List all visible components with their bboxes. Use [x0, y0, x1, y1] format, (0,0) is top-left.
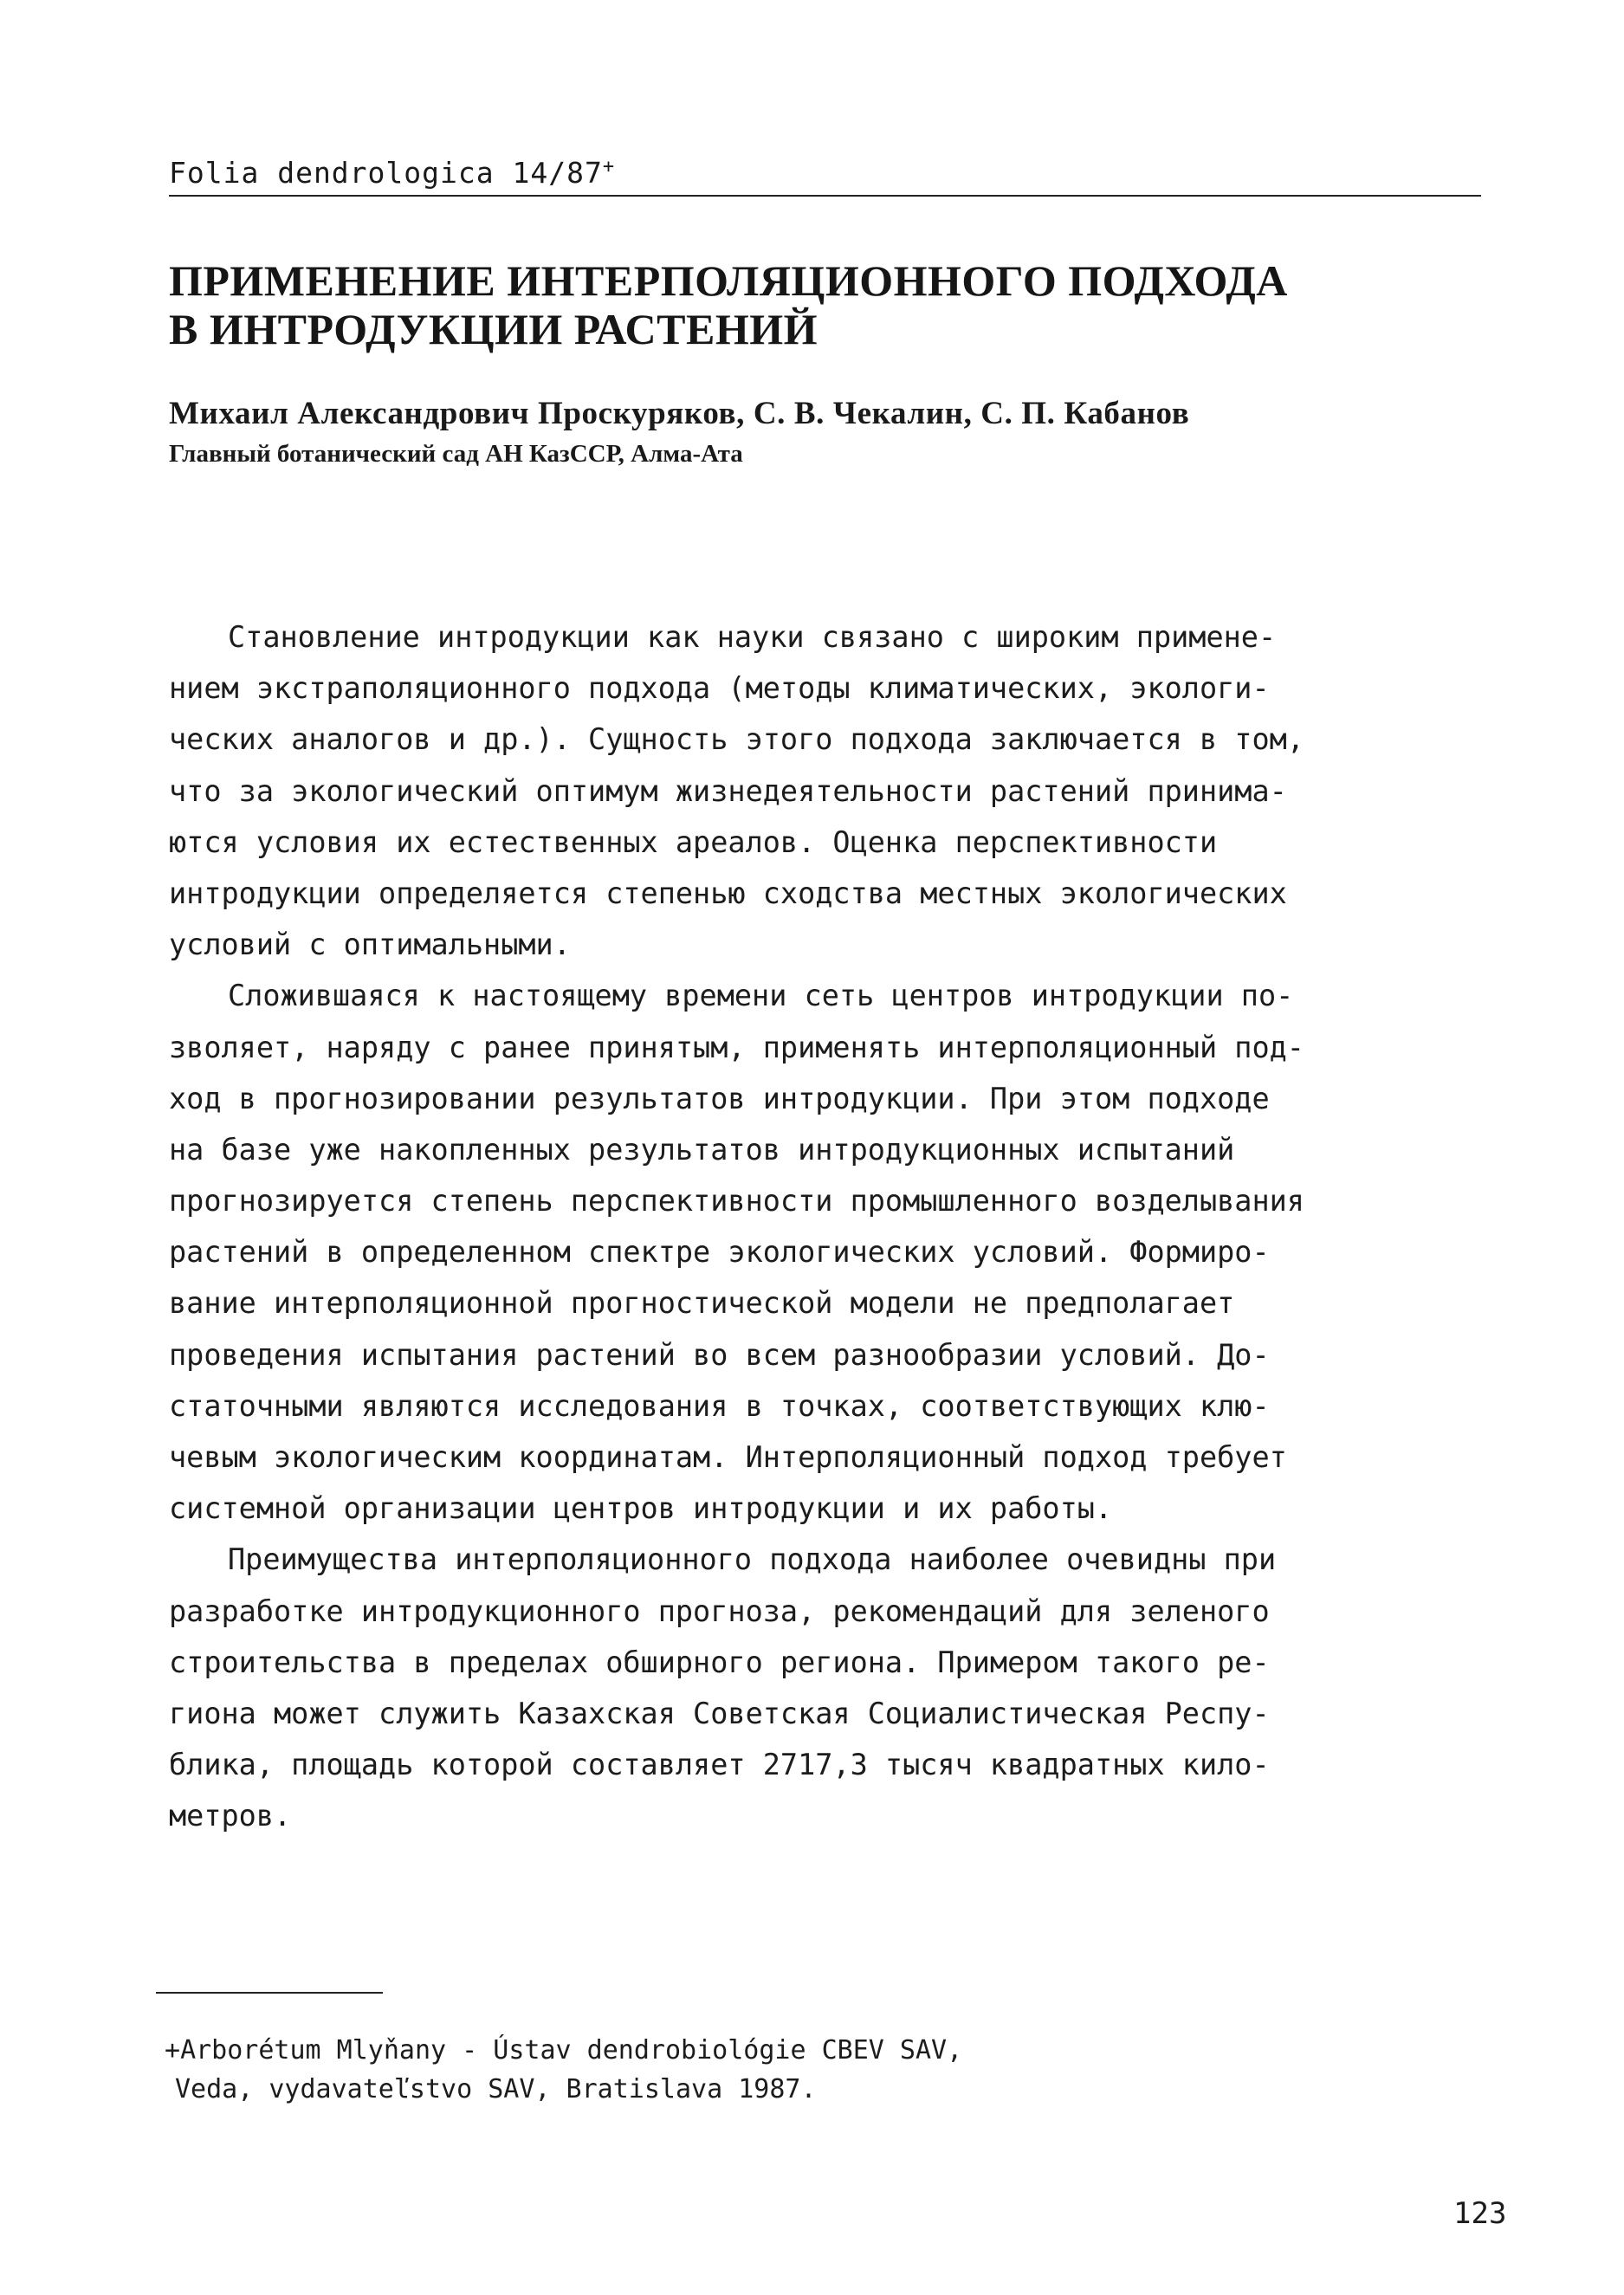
text-line: ческих аналогов и др.). Сущность этого подхода заключается в том,	[169, 722, 1304, 757]
article-title	[169, 256, 1468, 353]
footnote-mark: +	[165, 2035, 181, 2066]
paragraph-2	[169, 970, 1494, 1534]
footnote-rule	[156, 1992, 383, 1994]
text-line: интродукции определяется степенью сходства местных экологических	[169, 876, 1287, 910]
paragraph-1	[169, 611, 1494, 970]
journal-footnote-mark: +	[602, 156, 616, 178]
text-line: зволяет, наряду с ранее принятым, применять интерполяционный под-	[169, 1030, 1304, 1064]
text-line: ются условия их естественных ареалов. Оценка перспективности	[169, 824, 1218, 859]
text-line: на базе уже накопленных результатов интродукционных испытаний	[169, 1132, 1235, 1167]
journal-header	[169, 156, 615, 190]
footnote	[165, 2031, 962, 2109]
text-line: Становление интродукции как науки связано с широким примене-	[228, 620, 1277, 654]
text-line: ход в прогнозировании результатов интродукции. При этом подходе	[169, 1081, 1270, 1115]
text-line: чевым экологическим координатам. Интерполяционный подход требует	[169, 1440, 1287, 1474]
text-line: статочными являются исследования в точках, соответствующих клю-	[169, 1388, 1270, 1423]
text-line: строительства в пределах обширного региона. Примером такого ре-	[169, 1645, 1270, 1679]
page-number: 123	[1453, 2196, 1507, 2231]
paragraph-3	[169, 1534, 1494, 1841]
text-line: условий с оптимальными.	[169, 928, 571, 962]
text-line: блика, площадь которой составляет 2717,3 тысяч квадратных кило-	[169, 1748, 1270, 1782]
title-line-1: ПРИМЕНЕНИЕ ИНТЕРПОЛЯЦИОННОГО ПОДХОДА	[169, 256, 1288, 305]
header-rule	[169, 195, 1481, 197]
text-line: прогнозируется степень перспективности промышленного возделывания	[169, 1184, 1304, 1219]
footnote-line-1	[165, 2031, 962, 2070]
text-line: проведения испытания растений во всем разнообразии условий. До-	[169, 1337, 1270, 1372]
footnote-text-1: Arborétum Mlyňany - Ústav dendrobiológie CBEV SAV,	[180, 2035, 963, 2066]
text-line: системной организации центров интродукции и их работы.	[169, 1491, 1113, 1526]
title-line-2: В ИНТРОДУКЦИИ РАСТЕНИЙ	[169, 305, 818, 353]
affiliation: Главный ботанический сад АН КазССР, Алма-Ата	[169, 440, 743, 468]
text-line: что за экологический оптимум жизнедеятельности растений принима-	[169, 773, 1287, 808]
text-line: растений в определенном спектре экологических условий. Формиро-	[169, 1235, 1270, 1270]
footnote-line-2: Veda, vydavateľstvo SAV, Bratislava 1987.	[175, 2074, 817, 2104]
text-line: метров.	[169, 1799, 292, 1833]
text-line: нием экстраполяционного подхода (методы климатических, экологи-	[169, 671, 1270, 706]
authors: Михаил Александрович Проскуряков, С. В. Чекалин, С. П. Кабанов	[169, 396, 1190, 431]
text-line: Сложившаяся к настоящему времени сеть центров интродукции по-	[228, 979, 1294, 1013]
text-line: Преимущества интерполяционного подхода наиболее очевидны при	[228, 1542, 1277, 1577]
journal-name: Folia dendrologica 14/87	[169, 156, 603, 190]
article-body	[169, 611, 1494, 1842]
text-line: вание интерполяционной прогностической модели не предполагает	[169, 1286, 1235, 1321]
text-line: гиона может служить Казахская Советская Социалистическая Респу-	[169, 1696, 1270, 1730]
text-line: разработке интродукционного прогноза, рекомендаций для зеленого	[169, 1594, 1270, 1628]
